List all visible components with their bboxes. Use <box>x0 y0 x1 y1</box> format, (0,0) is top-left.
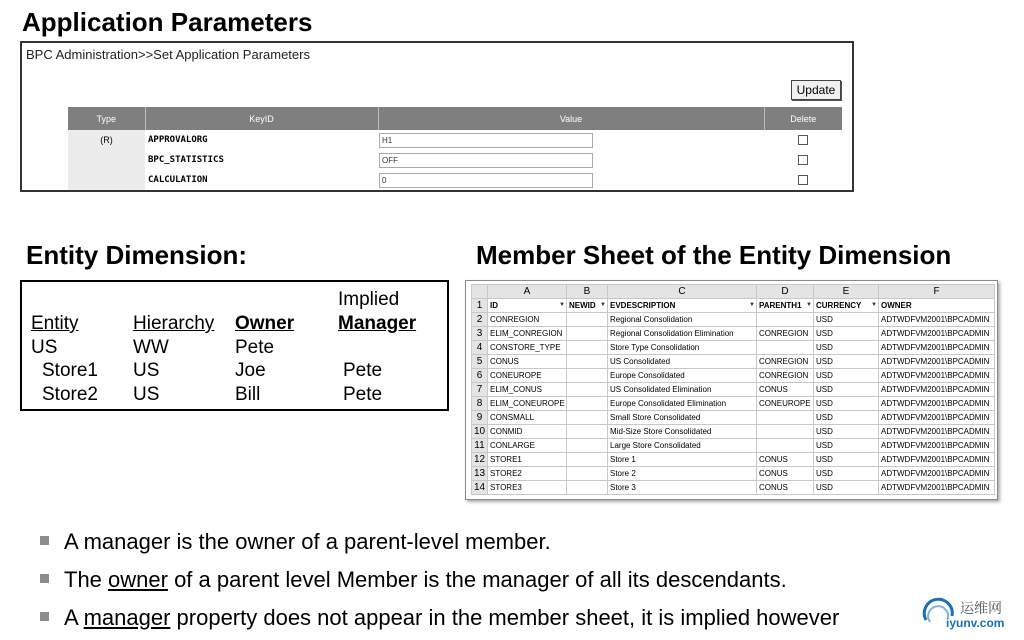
sheet-cell[interactable]: US Consolidated <box>608 355 757 369</box>
sheet-cell[interactable] <box>567 327 608 341</box>
sheet-cell[interactable]: STORE1 <box>488 453 567 467</box>
sheet-cell[interactable]: Store 3 <box>608 481 757 495</box>
sheet-cell[interactable]: CONREGION <box>757 355 814 369</box>
sheet-cell[interactable] <box>567 369 608 383</box>
header-entity: Entity <box>31 313 79 334</box>
sheet-cell[interactable]: Mid-Size Store Consolidated <box>608 425 757 439</box>
col-header-delete: Delete <box>764 107 842 130</box>
sheet-cell[interactable]: ADTWDFVM2001\BPCADMIN <box>879 327 995 341</box>
sheet-header-label: ID <box>490 301 498 310</box>
sheet-cell[interactable]: CONREGION <box>488 313 567 327</box>
param-key: BPC_STATISTICS <box>145 150 378 170</box>
sheet-cell[interactable]: USD <box>814 397 879 411</box>
bullet-item <box>40 607 839 629</box>
params-table <box>68 107 842 190</box>
col-letter-e[interactable]: E <box>814 285 879 299</box>
row-number: 12 <box>472 453 488 467</box>
row-number: 8 <box>472 397 488 411</box>
filter-dropdown-icon[interactable]: ▼ <box>871 302 877 308</box>
bullet-underlined-owner: owner <box>108 567 168 592</box>
bullet-text: A manager is the owner of a parent-level member. <box>64 529 551 554</box>
row-number: 3 <box>472 327 488 341</box>
breadcrumb: BPC Administration>>Set Application Parameters <box>26 47 310 62</box>
sheet-cell[interactable] <box>567 439 608 453</box>
sheet-header-label: OWNER <box>881 301 912 310</box>
row-number: 14 <box>472 481 488 495</box>
sheet-cell[interactable]: Store Type Consolidation <box>608 341 757 355</box>
sheet-cell[interactable]: CONEUROPE <box>488 369 567 383</box>
sheet-cell[interactable]: Europe Consolidated Elimination <box>608 397 757 411</box>
sheet-row <box>472 481 995 495</box>
bullet-text: property does not appear in the member sheet, it is implied however <box>170 605 840 630</box>
sheet-cell[interactable]: ADTWDFVM2001\BPCADMIN <box>879 453 995 467</box>
delete-checkbox[interactable] <box>798 155 808 165</box>
sheet-cell[interactable]: USD <box>814 425 879 439</box>
sheet-cell[interactable]: Store 2 <box>608 467 757 481</box>
row-number: 5 <box>472 355 488 369</box>
sheet-cell[interactable]: ADTWDFVM2001\BPCADMIN <box>879 355 995 369</box>
entity-cell: US <box>31 337 58 358</box>
sheet-row <box>472 425 995 439</box>
col-letter-c[interactable]: C <box>608 285 757 299</box>
param-key: CALCULATION <box>145 170 378 190</box>
sheet-cell[interactable] <box>567 453 608 467</box>
sheet-cell[interactable]: CONSTORE_TYPE <box>488 341 567 355</box>
member-sheet <box>465 280 998 500</box>
delete-checkbox[interactable] <box>798 135 808 145</box>
manager-cell: Pete <box>343 360 383 381</box>
param-value-input[interactable] <box>379 133 593 148</box>
manager-cell: Pete <box>343 384 383 405</box>
sheet-cell[interactable]: USD <box>814 383 879 397</box>
row-number: 4 <box>472 341 488 355</box>
sheet-cell[interactable]: USD <box>814 355 879 369</box>
owner-cell: Joe <box>235 360 266 381</box>
hierarchy-cell: US <box>133 384 160 405</box>
header-owner: Owner <box>235 313 295 334</box>
sheet-cell[interactable] <box>567 467 608 481</box>
sheet-cell[interactable]: ADTWDFVM2001\BPCADMIN <box>879 313 995 327</box>
col-header-value: Value <box>378 107 764 130</box>
bullet-item <box>40 569 787 591</box>
sheet-header-cell[interactable] <box>814 299 879 313</box>
bullet-square-icon <box>40 536 49 545</box>
sheet-cell[interactable]: CONUS <box>757 467 814 481</box>
sheet-cell[interactable]: USD <box>814 411 879 425</box>
row-number: 7 <box>472 383 488 397</box>
sheet-cell[interactable]: ELIM_CONUS <box>488 383 567 397</box>
sheet-cell[interactable]: ADTWDFVM2001\BPCADMIN <box>879 383 995 397</box>
row-number: 2 <box>472 313 488 327</box>
sheet-cell[interactable]: US Consolidated Elimination <box>608 383 757 397</box>
hierarchy-cell: US <box>133 360 160 381</box>
watermark-text: 运维网 <box>960 600 1002 616</box>
sheet-cell[interactable]: ADTWDFVM2001\BPCADMIN <box>879 411 995 425</box>
watermark-logo <box>918 594 1018 634</box>
row-number: 1 <box>472 299 488 313</box>
row-number: 13 <box>472 467 488 481</box>
sheet-cell[interactable] <box>757 313 814 327</box>
member-sheet-title: Member Sheet of the Entity Dimension <box>476 240 952 270</box>
sheet-cell[interactable]: STORE2 <box>488 467 567 481</box>
param-row <box>68 170 842 190</box>
sheet-row <box>472 397 995 411</box>
sheet-row <box>472 327 995 341</box>
row-number: 10 <box>472 425 488 439</box>
col-letter-b[interactable]: B <box>567 285 608 299</box>
sheet-cell[interactable]: USD <box>814 467 879 481</box>
sheet-cell[interactable]: USD <box>814 341 879 355</box>
sheet-cell[interactable]: CONREGION <box>757 369 814 383</box>
sheet-cell[interactable] <box>567 397 608 411</box>
param-row <box>68 150 842 170</box>
sheet-header-cell[interactable] <box>608 299 757 313</box>
implied-label: Implied <box>338 289 400 310</box>
row-number: 6 <box>472 369 488 383</box>
sheet-row <box>472 355 995 369</box>
bullet-square-icon <box>40 612 49 621</box>
bullet-text: of a parent level Member is the manager of all its descendants. <box>167 567 787 592</box>
app-params-title: Application Parameters <box>22 7 313 37</box>
sheet-cell[interactable] <box>567 425 608 439</box>
sheet-cell[interactable]: USD <box>814 313 879 327</box>
sheet-cell[interactable]: USD <box>814 439 879 453</box>
sheet-corner <box>472 285 488 299</box>
param-value-input[interactable] <box>379 153 593 168</box>
bullet-underlined-manager: manager <box>83 605 171 630</box>
sheet-cell[interactable] <box>567 341 608 355</box>
sheet-cell[interactable]: ADTWDFVM2001\BPCADMIN <box>879 341 995 355</box>
sheet-header-cell[interactable] <box>757 299 814 313</box>
sheet-cell[interactable]: ELIM_CONEUROPE <box>488 397 567 411</box>
param-type <box>68 150 145 170</box>
sheet-cell[interactable]: CONUS <box>757 383 814 397</box>
row-number: 11 <box>472 439 488 453</box>
sheet-header-cell[interactable] <box>879 299 995 313</box>
sheet-row <box>472 411 995 425</box>
param-key: APPROVALORG <box>145 130 378 150</box>
filter-dropdown-icon[interactable]: ▼ <box>559 302 565 308</box>
bullet-text: A <box>64 605 84 630</box>
sheet-cell[interactable]: ADTWDFVM2001\BPCADMIN <box>879 467 995 481</box>
sheet-cell[interactable]: Europe Consolidated <box>608 369 757 383</box>
sheet-cell[interactable]: CONUS <box>488 355 567 369</box>
param-value-input[interactable] <box>379 173 593 188</box>
sheet-cell[interactable]: ADTWDFVM2001\BPCADMIN <box>879 397 995 411</box>
owner-cell: Pete <box>235 337 275 358</box>
sheet-cell[interactable]: Small Store Consolidated <box>608 411 757 425</box>
filter-dropdown-icon[interactable]: ▼ <box>749 302 755 308</box>
sheet-header-label: PARENTH1 <box>759 301 802 310</box>
row-number: 9 <box>472 411 488 425</box>
sheet-cell[interactable]: USD <box>814 369 879 383</box>
filter-dropdown-icon[interactable]: ▼ <box>600 302 606 308</box>
param-type <box>68 170 145 190</box>
sheet-cell[interactable]: Regional Consolidation Elimination <box>608 327 757 341</box>
col-letter-f[interactable]: F <box>879 285 995 299</box>
sheet-cell[interactable] <box>567 411 608 425</box>
sheet-cell[interactable]: Store 1 <box>608 453 757 467</box>
sheet-row <box>472 369 995 383</box>
sheet-cell[interactable]: CONLARGE <box>488 439 567 453</box>
param-row <box>68 130 842 150</box>
sheet-header-label: EVDESCRIPTION <box>610 301 676 310</box>
bullet-text: The <box>64 567 109 592</box>
sheet-cell[interactable]: Regional Consolidation <box>608 313 757 327</box>
sheet-cell[interactable]: CONEUROPE <box>757 397 814 411</box>
param-type: (R) <box>68 130 145 150</box>
app-params-panel <box>20 41 854 192</box>
entity-cell: Store2 <box>42 384 98 405</box>
sheet-header-label: CURRENCY <box>816 301 862 310</box>
sheet-row <box>472 439 995 453</box>
watermark-url: iyunv.com <box>946 616 1005 630</box>
sheet-row <box>472 383 995 397</box>
sheet-row <box>472 467 995 481</box>
sheet-header-cell[interactable] <box>488 299 567 313</box>
owner-cell: Bill <box>235 384 261 405</box>
filter-dropdown-icon[interactable]: ▼ <box>806 302 812 308</box>
delete-checkbox[interactable] <box>798 175 808 185</box>
sheet-header-cell[interactable] <box>567 299 608 313</box>
sheet-row <box>472 313 995 327</box>
sheet-cell[interactable]: ADTWDFVM2001\BPCADMIN <box>879 425 995 439</box>
col-header-keyid: KeyID <box>145 107 378 130</box>
sheet-cell[interactable] <box>567 355 608 369</box>
sheet-row <box>472 341 995 355</box>
entity-cell: Store1 <box>42 360 98 381</box>
sheet-cell[interactable]: CONREGION <box>757 327 814 341</box>
sheet-header-label: NEWID <box>569 301 596 310</box>
header-manager: Manager <box>338 313 417 334</box>
sheet-cell[interactable] <box>757 411 814 425</box>
bullet-item <box>40 531 551 553</box>
bullet-square-icon <box>40 574 49 583</box>
sheet-cell[interactable] <box>757 439 814 453</box>
sheet-cell[interactable]: CONUS <box>757 481 814 495</box>
col-letter-a[interactable]: A <box>488 285 567 299</box>
sheet-row <box>472 453 995 467</box>
sheet-cell[interactable] <box>567 481 608 495</box>
sheet-cell[interactable]: ADTWDFVM2001\BPCADMIN <box>879 369 995 383</box>
sheet-cell[interactable]: ELIM_CONREGION <box>488 327 567 341</box>
sheet-cell[interactable] <box>757 425 814 439</box>
entity-table <box>20 280 449 411</box>
sheet-cell[interactable]: ADTWDFVM2001\BPCADMIN <box>879 481 995 495</box>
sheet-cell[interactable]: STORE3 <box>488 481 567 495</box>
sheet-cell[interactable]: CONMID <box>488 425 567 439</box>
sheet-cell[interactable]: CONSMALL <box>488 411 567 425</box>
entity-dim-title: Entity Dimension: <box>26 240 248 270</box>
sheet-cell[interactable]: USD <box>814 453 879 467</box>
sheet-cell[interactable]: Large Store Consolidated <box>608 439 757 453</box>
sheet-cell[interactable]: USD <box>814 481 879 495</box>
update-button[interactable]: Update <box>791 80 841 100</box>
header-hierarchy: Hierarchy <box>133 313 215 334</box>
sheet-cell[interactable] <box>567 313 608 327</box>
sheet-cell[interactable]: ADTWDFVM2001\BPCADMIN <box>879 439 995 453</box>
col-header-type: Type <box>68 107 145 130</box>
col-letter-d[interactable]: D <box>757 285 814 299</box>
sheet-cell[interactable] <box>757 341 814 355</box>
member-sheet-grid <box>471 284 995 495</box>
sheet-cell[interactable] <box>567 383 608 397</box>
sheet-cell[interactable]: USD <box>814 327 879 341</box>
hierarchy-cell: WW <box>133 337 169 358</box>
sheet-cell[interactable]: CONUS <box>757 453 814 467</box>
